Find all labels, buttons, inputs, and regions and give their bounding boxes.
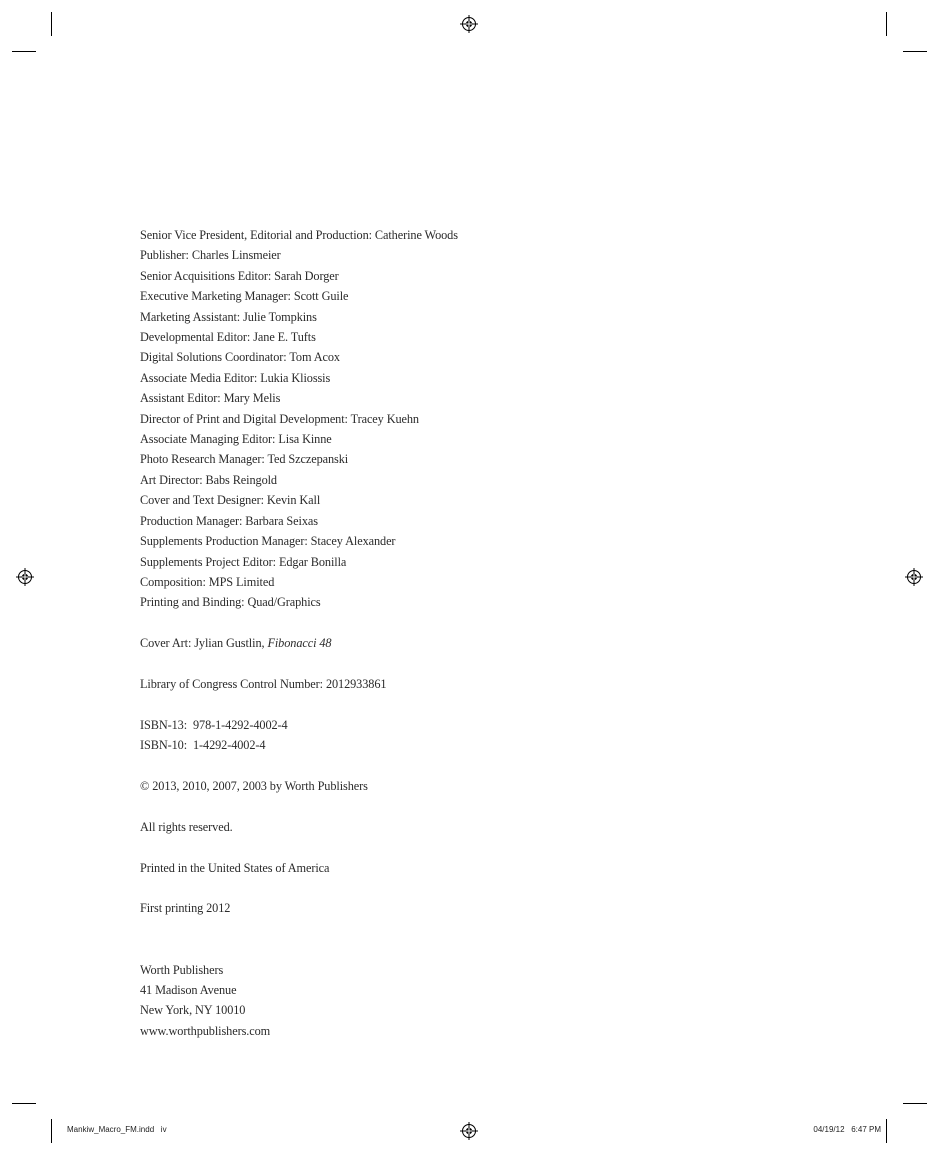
slug-datetime: 04/19/12 6:47 PM <box>813 1125 881 1134</box>
credit-line: Developmental Editor: Jane E. Tufts <box>140 330 316 345</box>
publisher-website-link[interactable]: www.worthpublishers.com <box>140 1023 271 1038</box>
cover-art-credit <box>140 633 760 653</box>
publisher-address <box>140 960 760 1042</box>
credit-line: Printing and Binding: Quad/Graphics <box>140 595 321 610</box>
crop-mark-bottom-left-v <box>51 1119 52 1143</box>
copyright-page-content <box>140 225 760 1062</box>
lccn-line: Library of Congress Control Number: 2012933861 <box>140 676 387 691</box>
registration-mark-icon <box>460 15 478 33</box>
crop-mark-bottom-right-h <box>903 1103 927 1104</box>
credit-line: Assistant Editor: Mary Melis <box>140 391 281 406</box>
rights-notice <box>140 817 760 837</box>
crop-mark-bottom-right-v <box>886 1119 887 1143</box>
crop-mark-bottom-left-h <box>12 1103 36 1104</box>
isbn-10: ISBN-10: 1-4292-4002-4 <box>140 738 266 753</box>
crop-mark-top-right-h <box>903 51 927 52</box>
registration-mark-icon <box>460 1122 478 1140</box>
credit-line: Production Manager: Barbara Seixas <box>140 513 318 528</box>
printed-in-notice <box>140 858 760 878</box>
credit-line: Publisher: Charles Linsmeier <box>140 248 281 263</box>
copyright-line: © 2013, 2010, 2007, 2003 by Worth Publishers <box>140 778 368 793</box>
credit-line: Photo Research Manager: Ted Szczepanski <box>140 452 349 467</box>
copyright-notice <box>140 776 760 796</box>
credit-line: Associate Managing Editor: Lisa Kinne <box>140 432 332 447</box>
crop-mark-top-left-v <box>51 12 52 36</box>
credit-line: Cover and Text Designer: Kevin Kall <box>140 493 321 508</box>
credit-line: Digital Solutions Coordinator: Tom Acox <box>140 350 340 365</box>
printed-in-line: Printed in the United States of America <box>140 860 330 875</box>
publisher-street: 41 Madison Avenue <box>140 982 237 997</box>
lccn <box>140 674 760 694</box>
isbn-13: ISBN-13: 978-1-4292-4002-4 <box>140 717 288 732</box>
credit-line: Executive Marketing Manager: Scott Guile <box>140 289 349 304</box>
first-printing-line: First printing 2012 <box>140 901 231 916</box>
crop-mark-top-left-h <box>12 51 36 52</box>
isbn-block <box>140 715 760 756</box>
cover-art-label: Cover Art: Jylian Gustlin, <box>140 636 268 651</box>
cover-art-title: Fibonacci 48 <box>267 636 332 651</box>
crop-mark-top-right-v <box>886 12 887 36</box>
credit-line: Associate Media Editor: Lukia Kliossis <box>140 370 331 385</box>
credit-line: Art Director: Babs Reingold <box>140 472 277 487</box>
slug-file-name: Mankiw_Macro_FM.indd iv <box>67 1125 167 1134</box>
publisher-name: Worth Publishers <box>140 962 224 977</box>
credit-line: Supplements Project Editor: Edgar Bonilla <box>140 554 347 569</box>
credits-list <box>140 225 760 613</box>
printing-notice <box>140 898 760 918</box>
credit-line: Senior Acquisitions Editor: Sarah Dorger <box>140 268 339 283</box>
credit-line: Marketing Assistant: Julie Tompkins <box>140 309 317 324</box>
registration-mark-icon <box>905 568 923 586</box>
rights-line: All rights reserved. <box>140 819 233 834</box>
credit-line: Composition: MPS Limited <box>140 574 275 589</box>
registration-mark-icon <box>16 568 34 586</box>
credit-line: Senior Vice President, Editorial and Production: Catherine Woods <box>140 228 458 242</box>
publisher-city: New York, NY 10010 <box>140 1003 246 1018</box>
credit-line: Director of Print and Digital Development: Tracey Kuehn <box>140 411 419 426</box>
credit-line: Supplements Production Manager: Stacey Alexander <box>140 534 396 549</box>
